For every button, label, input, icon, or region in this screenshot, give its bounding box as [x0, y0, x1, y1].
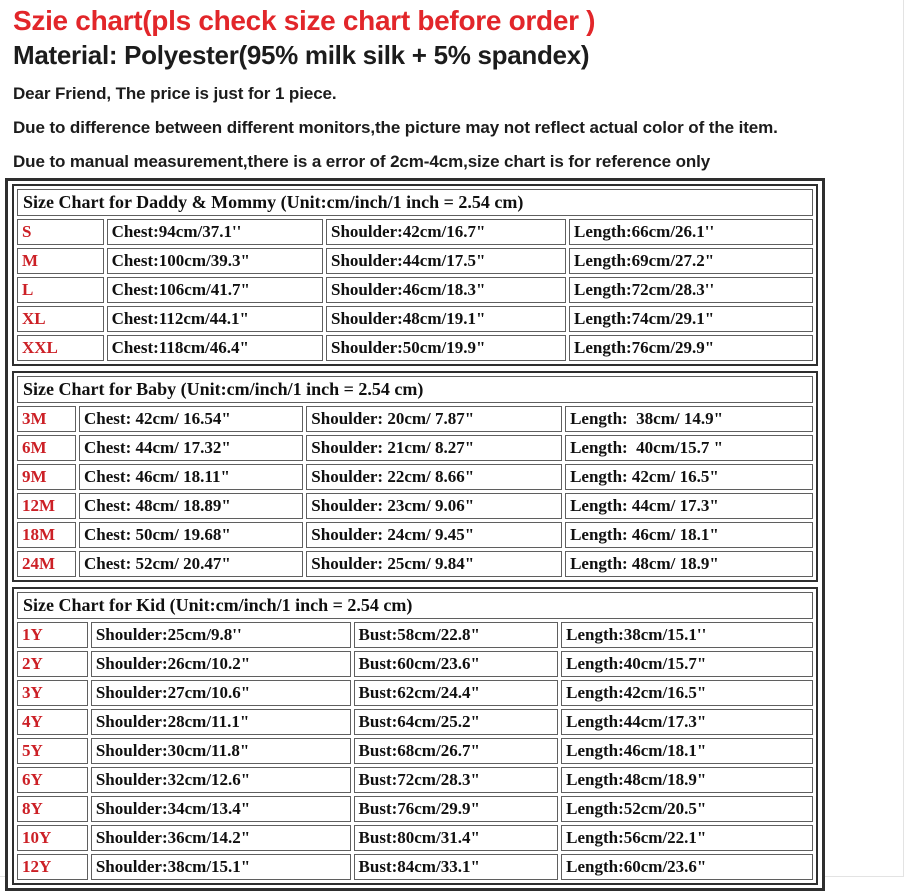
note-monitor-color: Due to difference between different monitors,the picture may not reflect actual color of the item.: [13, 118, 778, 137]
measurement-cell: Length:44cm/17.3": [561, 709, 813, 735]
note-measurement-error: Due to manual measurement,there is a error of 2cm-4cm,size chart is for reference only: [13, 152, 711, 171]
measurement-cell: Length:69cm/27.2": [569, 248, 813, 274]
measurement-cell: Length:74cm/29.1": [569, 306, 813, 332]
table-row: [17, 796, 813, 822]
measurement-cell: Length:60cm/23.6": [561, 854, 813, 880]
table-row: [17, 219, 813, 245]
table-row: [17, 551, 813, 577]
size-chart-table-adult: [12, 184, 818, 366]
measurement-cell: Length:40cm/15.7": [561, 651, 813, 677]
table-header-row: [17, 376, 813, 403]
measurement-cell: Chest: 48cm/ 18.89": [79, 493, 303, 519]
measurement-cell: Chest: 44cm/ 17.32": [79, 435, 303, 461]
measurement-cell: Shoulder: 23cm/ 9.06": [306, 493, 562, 519]
size-label-cell: 18M: [17, 522, 76, 548]
size-label-cell: 2Y: [17, 651, 88, 677]
measurement-cell: Shoulder: 21cm/ 8.27": [306, 435, 562, 461]
measurement-cell: Length:66cm/26.1'': [569, 219, 813, 245]
size-label-cell: XXL: [17, 335, 104, 361]
size-label-cell: 8Y: [17, 796, 88, 822]
size-label-cell: 5Y: [17, 738, 88, 764]
table-row: [17, 248, 813, 274]
size-label-cell: S: [17, 219, 104, 245]
measurement-cell: Shoulder: 24cm/ 9.45": [306, 522, 562, 548]
measurement-cell: Length: 46cm/ 18.1": [565, 522, 813, 548]
table-row: [17, 767, 813, 793]
table-row: [17, 825, 813, 851]
note-price: Dear Friend, The price is just for 1 piece.: [13, 84, 337, 103]
table-title-adult: Size Chart for Daddy & Mommy (Unit:cm/inch/1 inch = 2.54 cm): [17, 189, 813, 216]
measurement-cell: Shoulder:42cm/16.7": [326, 219, 566, 245]
measurement-cell: Chest:112cm/44.1": [107, 306, 323, 332]
measurement-cell: Shoulder:34cm/13.4": [91, 796, 351, 822]
size-label-cell: 6Y: [17, 767, 88, 793]
size-label-cell: 12M: [17, 493, 76, 519]
table-row: [17, 464, 813, 490]
measurement-cell: Chest:100cm/39.3": [107, 248, 323, 274]
measurement-cell: Length:42cm/16.5": [561, 680, 813, 706]
size-label-cell: 6M: [17, 435, 76, 461]
table-row: [17, 335, 813, 361]
measurement-cell: Length: 44cm/ 17.3": [565, 493, 813, 519]
table-row: [17, 709, 813, 735]
table-header-row: [17, 592, 813, 619]
measurement-cell: Chest: 50cm/ 19.68": [79, 522, 303, 548]
size-label-cell: 12Y: [17, 854, 88, 880]
measurement-cell: Bust:68cm/26.7": [354, 738, 559, 764]
measurement-cell: Length: 42cm/ 16.5": [565, 464, 813, 490]
measurement-cell: Length: 38cm/ 14.9": [565, 406, 813, 432]
measurement-cell: Bust:76cm/29.9": [354, 796, 559, 822]
measurement-cell: Bust:58cm/22.8": [354, 622, 559, 648]
measurement-cell: Shoulder:44cm/17.5": [326, 248, 566, 274]
table-row: [17, 622, 813, 648]
measurement-cell: Shoulder: 25cm/ 9.84": [306, 551, 562, 577]
measurement-cell: Length:46cm/18.1": [561, 738, 813, 764]
measurement-cell: Bust:60cm/23.6": [354, 651, 559, 677]
table-header-row: [17, 189, 813, 216]
table-title-kid: Size Chart for Kid (Unit:cm/inch/1 inch = 2.54 cm): [17, 592, 813, 619]
table-row: [17, 680, 813, 706]
measurement-cell: Shoulder:28cm/11.1": [91, 709, 351, 735]
measurement-cell: Length:72cm/28.3'': [569, 277, 813, 303]
measurement-cell: Chest:118cm/46.4": [107, 335, 323, 361]
size-label-cell: 3M: [17, 406, 76, 432]
table-row: [17, 854, 813, 880]
measurement-cell: Length: 48cm/ 18.9": [565, 551, 813, 577]
table-title-baby: Size Chart for Baby (Unit:cm/inch/1 inch = 2.54 cm): [17, 376, 813, 403]
measurement-cell: Shoulder:27cm/10.6": [91, 680, 351, 706]
size-label-cell: 4Y: [17, 709, 88, 735]
measurement-cell: Bust:84cm/33.1": [354, 854, 559, 880]
table-row: [17, 651, 813, 677]
size-label-cell: M: [17, 248, 104, 274]
measurement-cell: Shoulder:36cm/14.2": [91, 825, 351, 851]
size-label-cell: L: [17, 277, 104, 303]
measurement-cell: Length:52cm/20.5": [561, 796, 813, 822]
table-row: [17, 306, 813, 332]
measurement-cell: Bust:80cm/31.4": [354, 825, 559, 851]
size-label-cell: 1Y: [17, 622, 88, 648]
measurement-cell: Shoulder:25cm/9.8'': [91, 622, 351, 648]
measurement-cell: Bust:64cm/25.2": [354, 709, 559, 735]
size-chart-table-kid: [12, 587, 818, 885]
table-row: [17, 435, 813, 461]
measurement-cell: Shoulder:48cm/19.1": [326, 306, 566, 332]
table-row: [17, 738, 813, 764]
table-row: [17, 277, 813, 303]
measurement-cell: Length:76cm/29.9": [569, 335, 813, 361]
measurement-cell: Shoulder:26cm/10.2": [91, 651, 351, 677]
measurement-cell: Shoulder:32cm/12.6": [91, 767, 351, 793]
measurement-cell: Length: 40cm/15.7 ": [565, 435, 813, 461]
header-section: [0, 0, 903, 171]
measurement-cell: Shoulder:38cm/15.1": [91, 854, 351, 880]
measurement-cell: Chest:94cm/37.1'': [107, 219, 323, 245]
measurement-cell: Chest:106cm/41.7": [107, 277, 323, 303]
measurement-cell: Bust:72cm/28.3": [354, 767, 559, 793]
size-label-cell: XL: [17, 306, 104, 332]
size-label-cell: 9M: [17, 464, 76, 490]
measurement-cell: Bust:62cm/24.4": [354, 680, 559, 706]
measurement-cell: Shoulder:46cm/18.3": [326, 277, 566, 303]
measurement-cell: Chest: 46cm/ 18.11": [79, 464, 303, 490]
material-heading: Material: Polyester(95% milk silk + 5% spandex): [13, 40, 590, 70]
measurement-cell: Shoulder:50cm/19.9": [326, 335, 566, 361]
size-label-cell: 3Y: [17, 680, 88, 706]
table-row: [17, 522, 813, 548]
measurement-cell: Length:38cm/15.1'': [561, 622, 813, 648]
measurement-cell: Length:48cm/18.9": [561, 767, 813, 793]
measurement-cell: Chest: 52cm/ 20.47": [79, 551, 303, 577]
size-label-cell: 24M: [17, 551, 76, 577]
measurement-cell: Shoulder:30cm/11.8": [91, 738, 351, 764]
table-row: [17, 406, 813, 432]
page-title: Szie chart(pls check size chart before order ): [13, 5, 596, 36]
measurement-cell: Chest: 42cm/ 16.54": [79, 406, 303, 432]
size-tables-frame: [5, 178, 825, 891]
measurement-cell: Shoulder: 22cm/ 8.66": [306, 464, 562, 490]
size-chart-table-baby: [12, 371, 818, 582]
measurement-cell: Shoulder: 20cm/ 7.87": [306, 406, 562, 432]
table-row: [17, 493, 813, 519]
measurement-cell: Length:56cm/22.1": [561, 825, 813, 851]
size-label-cell: 10Y: [17, 825, 88, 851]
